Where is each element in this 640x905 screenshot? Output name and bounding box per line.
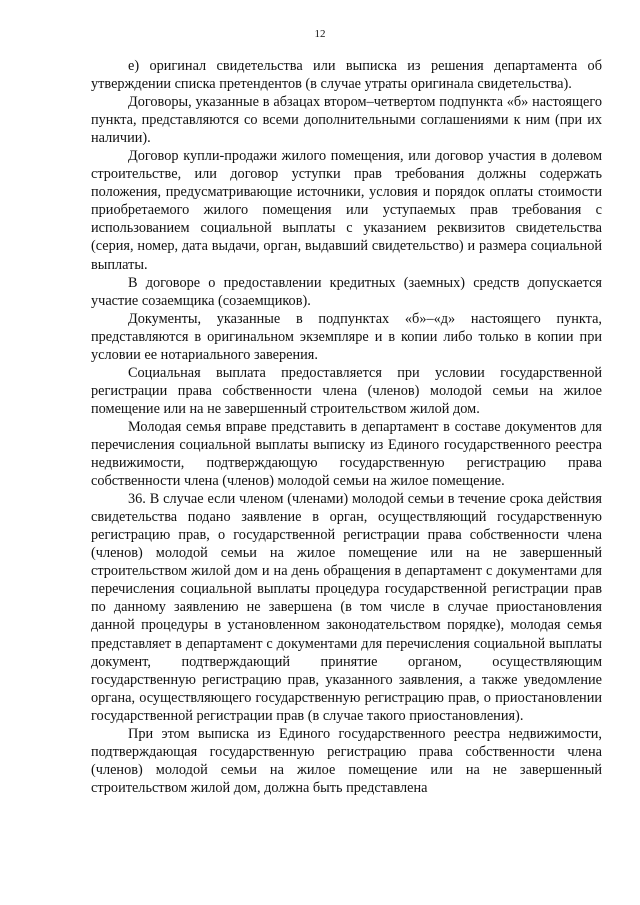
paragraph-registry-extract: Молодая семья вправе представить в департамент в составе документов для перечисления социальной выплаты выписку из Единого государственного реестра недвижимости, подтверждающую государственную регистрацию права собственности члена (членов) молодой семьи на жилое помещение. (91, 418, 602, 490)
paragraph-clause-36: 36. В случае если членом (членами) молодой семьи в течение срока действия свидетельства подано заявление в орган, осуществляющий государственную регистрацию прав, о государственной регистрации права собственности члена (членов) молодой семьи на жилое помещение или на не завершенный строительством жилой дом и на день обращения в департамент с документами для перечисления социальной выплаты процедура государственной регистрации прав по данному заявлению не завершена (в том числе в случае приостановления данной процедуры в установленном законодательством порядке), молодая семья представляет в департамент с документами для перечисления социальной выплаты документ, подтверждающий принятие органом, осуществляющим государственную регистрацию прав, указанного заявления, а также уведомление органа, осуществляющего государственную регистрацию прав, о приостановлении государственной регистрации прав (в случае такого приостановления). (91, 491, 602, 724)
page-number: 12 (314, 28, 326, 40)
paragraph-contracts: Договоры, указанные в абзацах втором–четвертом подпункта «б» настоящего пункта, представляются со всеми дополнительными соглашениями к ним (при их наличии). (91, 94, 602, 147)
paragraph-purchase-contract: Договор купли-продажи жилого помещения, или договор участия в долевом строительстве, или договор уступки прав требования должны содержать положения, предусматривающие источники, условия и порядок оплаты стоимости приобретаемого жилого помещения или уступаемых прав требования с использованием социальной выплаты с указанием реквизитов свидетельства (серия, номер, дата выдачи, орган, выдавший свидетельство) и размера социальной выплаты. (91, 148, 602, 273)
paragraph-extract-deadline: При этом выписка из Единого государственного реестра недвижимости, подтверждающая государственную регистрацию права собственности члена (членов) молодой семьи на жилое помещение или на не завершенный строительством жилой дом, должна быть представлена (91, 725, 602, 796)
document-body (91, 57, 602, 797)
paragraph-registration-condition: Социальная выплата предоставляется при условии государственной регистрации права собственности члена (членов) молодой семьи на жилое помещение или на не завершенный строительством жилой дом. (91, 364, 602, 417)
paragraph-documents-copies: Документы, указанные в подпунктах «б»–«д» настоящего пункта, представляются в оригинальном экземпляре и в копии либо только в копии при условии ее нотариального заверения. (91, 310, 602, 363)
paragraph-co-borrowers: В договоре о предоставлении кредитных (заемных) средств допускается участие созаемщика (созаемщиков). (91, 274, 602, 309)
paragraph-item-e: е) оригинал свидетельства или выписка из решения департамента об утверждении списка претендентов (в случае утраты оригинала свидетельства). (91, 58, 602, 93)
